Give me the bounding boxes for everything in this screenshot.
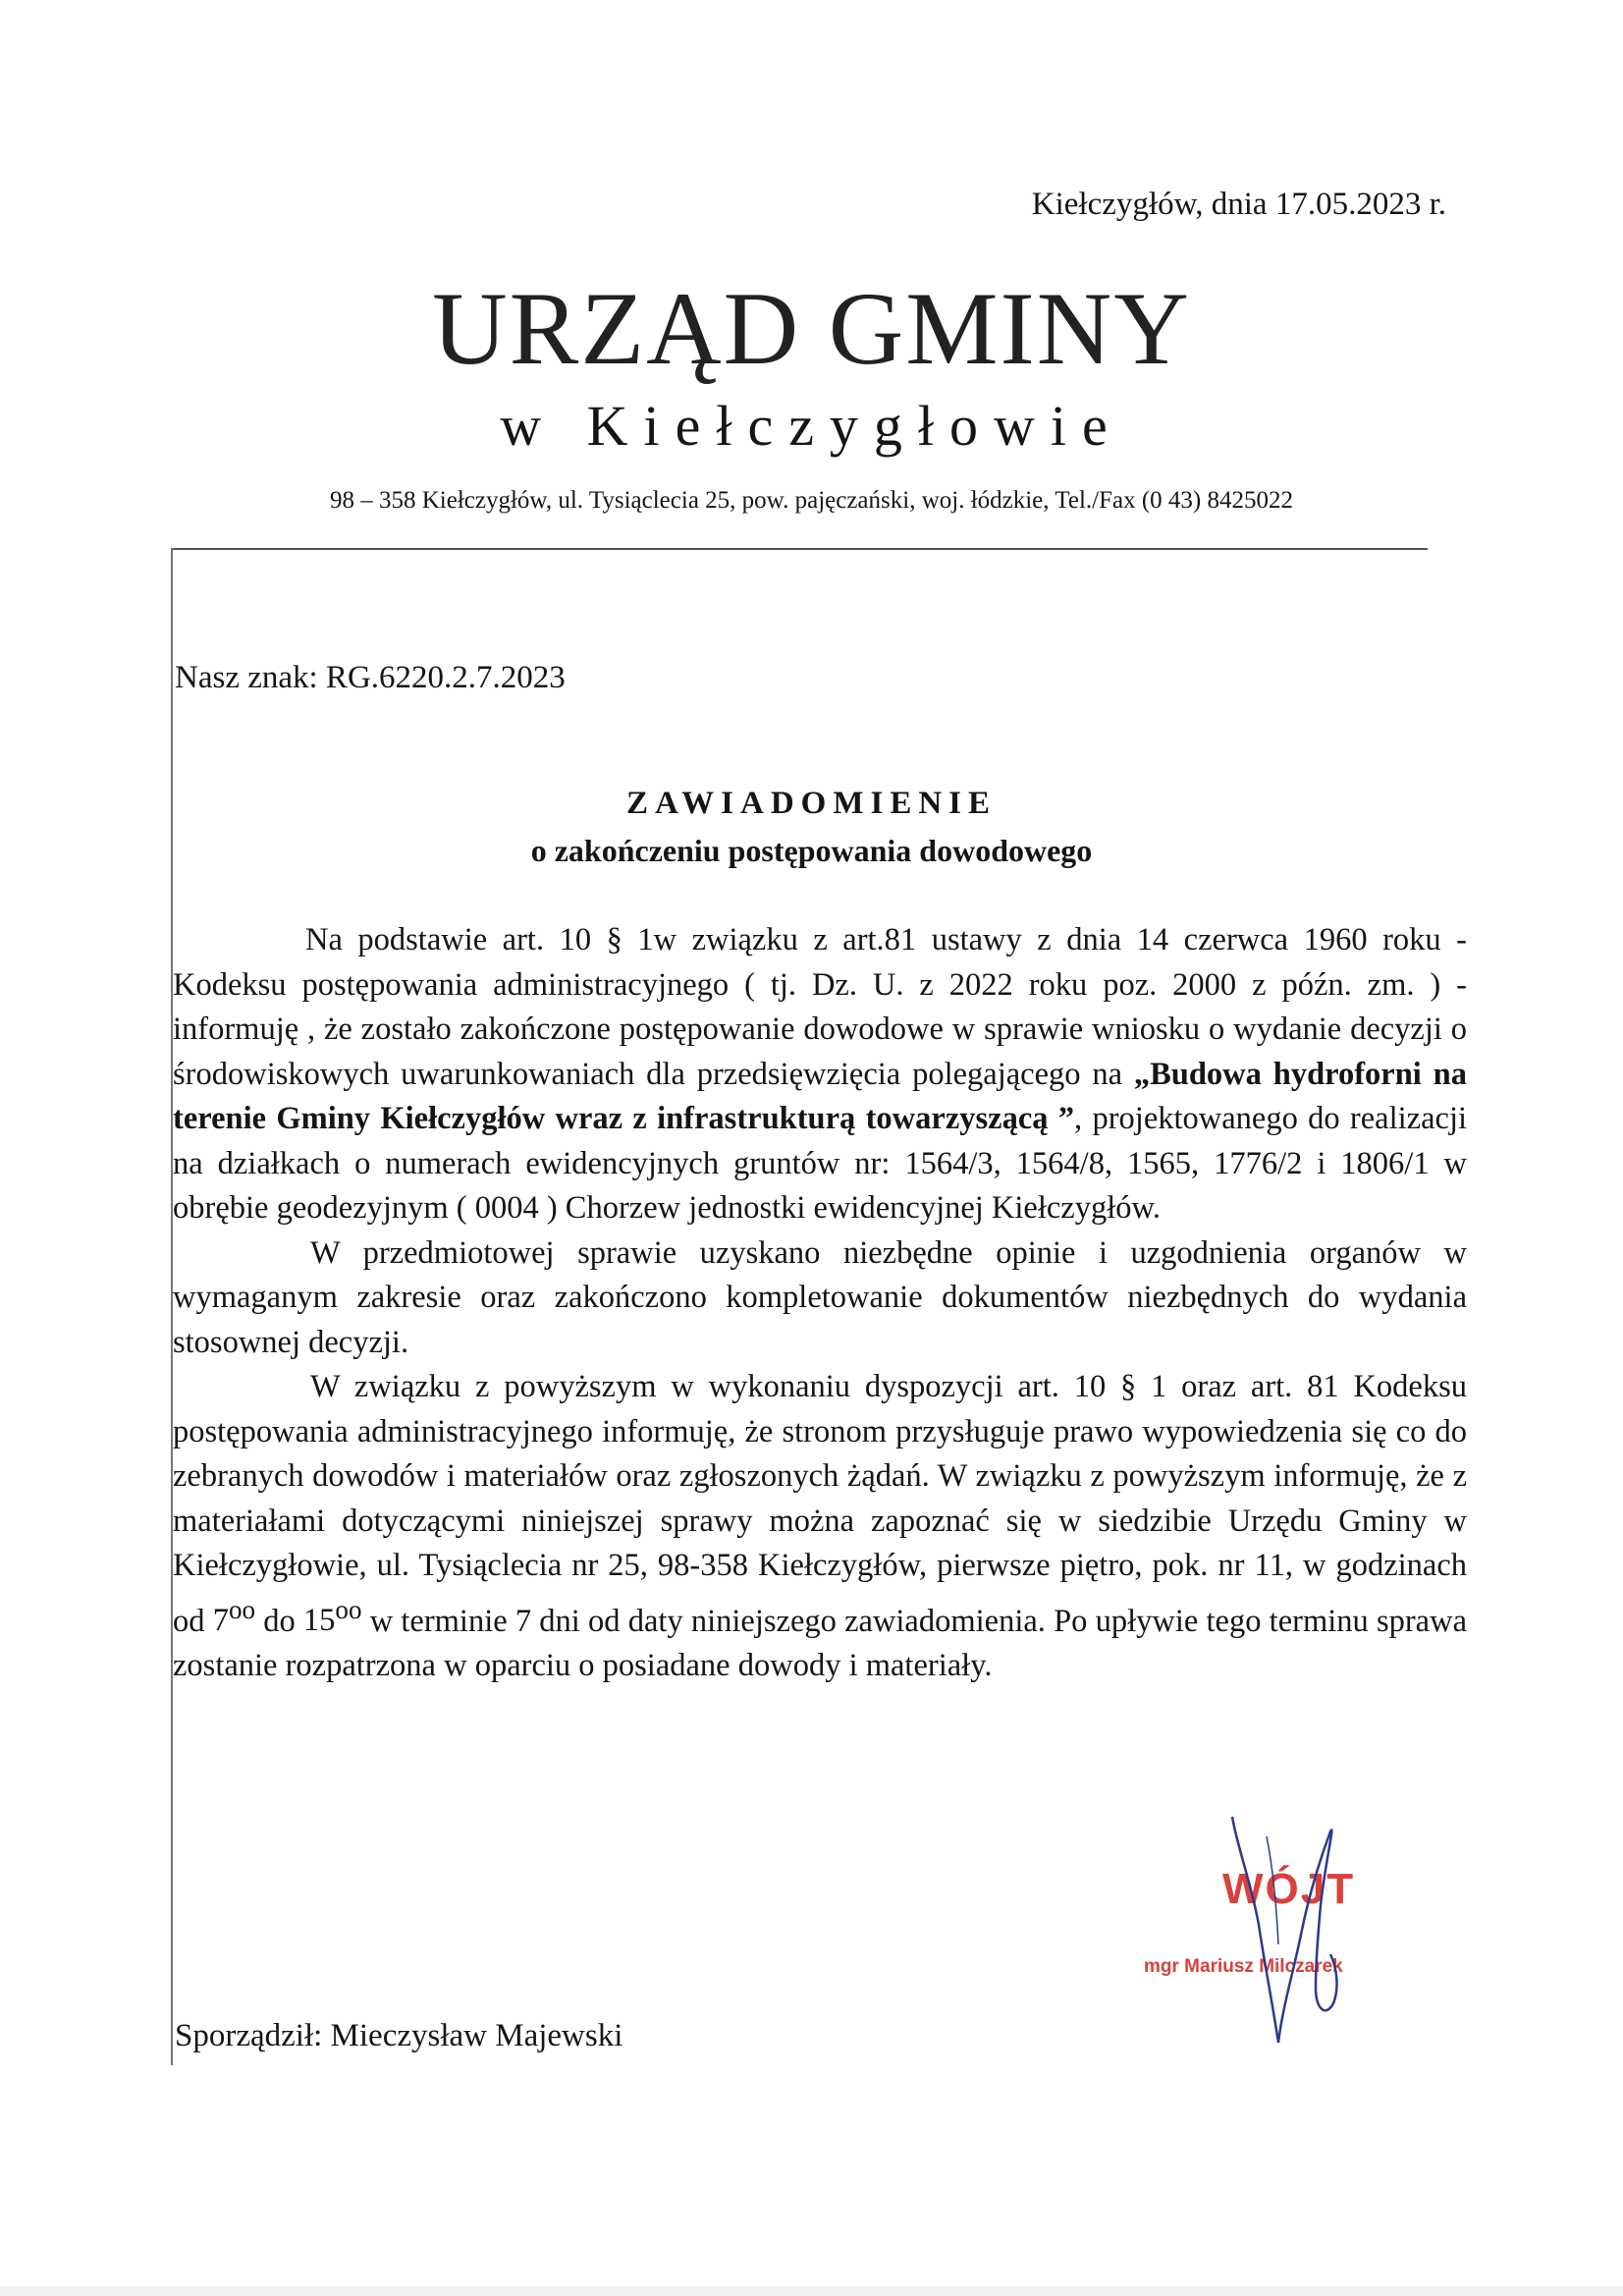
paragraph-3-text-mid: do [255,1603,303,1639]
paragraph-3 [173,1365,1467,1688]
stamp-title: WÓJT [1222,1865,1356,1913]
hour-from-minutes: oo [228,1595,256,1625]
signature-stamp [1129,1807,1443,2072]
signature-stroke [1232,1817,1337,2043]
hour-to-minutes: oo [335,1595,362,1625]
office-title: URZĄD GMINY [432,271,1191,386]
header-divider [171,548,1428,550]
stamp-name: mgr Mariusz Milczarek [1144,1956,1343,1977]
notice-body [173,918,1467,1688]
prepared-by: Sporządził: Mieczysław Majewski [175,2018,623,2053]
hour-from-value: 7 [212,1603,229,1639]
hour-to-value: 15 [302,1603,336,1639]
date-line: Kiełczygłów, dnia 17.05.2023 r. [1031,187,1446,222]
notice-subtitle: o zakończeniu postępowania dowodowego [530,833,1093,868]
hour-to [302,1595,362,1639]
paragraph-1 [173,918,1467,1231]
paragraph-3-text-b: w terminie 7 dni od daty niniejszego zawiadomienia. Po upływie tego terminu sprawa zostanie rozpatrzona w oparciu o posiadane dowody i materiały. [173,1603,1467,1683]
paragraph-1-text-b: , projektowanego do realizacji na działkach o numerach ewidencyjnych gruntów nr: 1564/3, 1564/8, 1565, 1776/2 i 1806/1 w obrębie geodezyjnym ( 0004 ) Chorzew jednostki ewidencyjnej Kiełczygłów. [173,1101,1468,1226]
office-subtitle: w Kiełczygłowie [500,394,1123,458]
hour-from [212,1595,256,1639]
notice-title: ZAWIADOMIENIE [625,786,998,821]
paragraph-3-text-a: W związku z powyższym w wykonaniu dyspozycji art. 10 § 1 oraz art. 81 Kodeksu postępowania administracyjnego informuję, że stronom przysługuje prawo wypowiedzenia się co do zebranych dowodów i materiałów oraz zgłoszonych żądań. W związku z powyższym informuję, że z materiałami dotyczącymi niniejszej sprawy można zapoznać się w siedzibie Urzędu Gminy w Kiełczygłowie, ul. Tysiąclecia nr 25, 98-358 Kiełczygłów, pierwsze piętro, pok. nr 11, w godzinach od [173,1369,1467,1639]
project-name: „Budowa hydroforni na terenie Gminy Kiełczygłów wraz z infrastrukturą towarzyszącą ” [173,1056,1467,1136]
paragraph-2: W przedmiotowej sprawie uzyskano niezbędne opinie i uzgodnienia organów w wymaganym zakresie oraz zakończono kompletowanie dokumentów niezbędnych do wydania stosownej decyzji. [173,1234,1467,1360]
reference-number: Nasz znak: RG.6220.2.7.2023 [175,660,566,695]
paragraph-1-text-a: Na podstawie art. 10 § 1w związku z art.81 ustawy z dnia 14 czerwca 1960 roku - Kodeksu postępowania administracyjnego ( tj. Dz. U. z 2022 roku poz. 2000 z późn. zm. ) - informuję , że zostało zakończone postępowanie dowodowe w sprawie wniosku o wydanie decyzji o środowiskowych uwarunkowaniach dla przedsięwzięcia polegającego na [173,922,1467,1092]
office-address: 98 – 358 Kiełczygłów, ul. Tysiąclecia 25, pow. pajęczański, woj. łódzkie, Tel./Fax (0 43) 8425022 [329,487,1293,514]
scan-edge [0,2286,1623,2296]
